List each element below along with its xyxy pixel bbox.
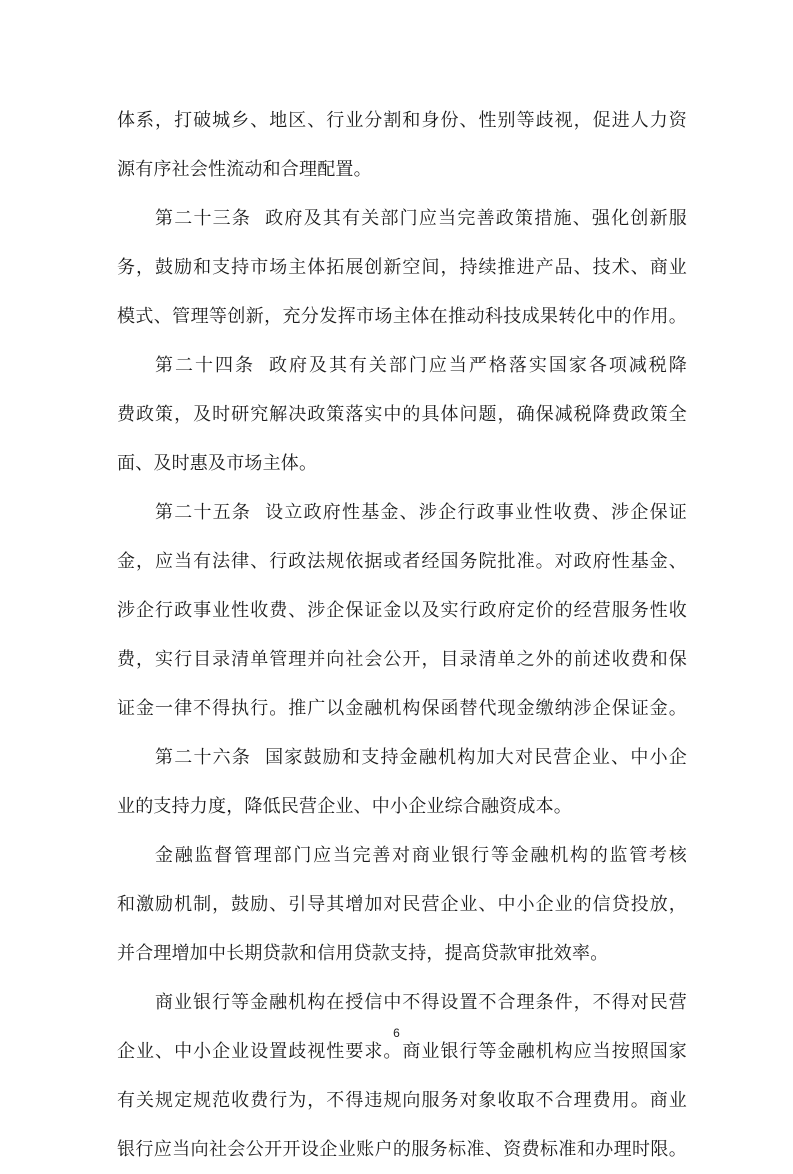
text-line: 企业、中小企业设置歧视性要求。商业银行等金融机构应当按照国家 — [117, 1041, 687, 1062]
article-25-first-line — [117, 488, 687, 537]
article-24-first-line — [117, 341, 687, 390]
text-line: 和激励机制，鼓励、引导其增加对民营企业、中小企业的信贷投放， — [117, 894, 687, 915]
text-line: 模式、管理等创新，充分发挥市场主体在推动科技成果转化中的作用。 — [117, 306, 687, 327]
text-line: 金，应当有法律、行政法规依据或者经国务院批准。对政府性基金、 — [117, 551, 687, 572]
text-line: 体系，打破城乡、地区、行业分割和身份、性别等歧视，促进人力资 — [117, 110, 687, 131]
text-line: 有关规定规范收费行为，不得违规向服务对象收取不合理费用。商业 — [117, 1090, 687, 1111]
article-number: 第二十四条 — [155, 355, 255, 376]
text-line: 源有序社会性流动和合理配置。 — [117, 159, 372, 180]
text-line: 政府及其有关部门应当严格落实国家各项减税降 — [268, 355, 687, 376]
text-line: 国家鼓励和支持金融机构加大对民营企业、中小企 — [265, 747, 687, 768]
text-line: 并合理增加中长期贷款和信用贷款支持，提高贷款审批效率。 — [117, 943, 609, 964]
body-text — [117, 96, 687, 1174]
text-line: 商业银行等金融机构在授信中不得设置不合理条件，不得对民营 — [155, 992, 687, 1013]
article-23-first-line — [117, 194, 687, 243]
text-line: 务，鼓励和支持市场主体拓展创新空间，持续推进产品、技术、商业 — [117, 257, 687, 278]
article-number: 第二十三条 — [155, 208, 252, 229]
text-line: 设立政府性基金、涉企行政事业性收费、涉企保证 — [265, 502, 687, 523]
text-line: 面、及时惠及市场主体。 — [117, 453, 318, 474]
text-line: 涉企行政事业性收费、涉企保证金以及实行政府定价的经营服务性收 — [117, 600, 687, 621]
text-line: 业的支持力度，降低民营企业、中小企业综合融资成本。 — [117, 796, 572, 817]
text-line: 政府及其有关部门应当完善政策措施、强化创新服 — [265, 208, 687, 229]
text-line: 费政策，及时研究解决政策落实中的具体问题，确保减税降费政策全 — [117, 404, 687, 425]
text-line: 证金一律不得执行。推广以金融机构保函替代现金缴纳涉企保证金。 — [117, 698, 687, 719]
text-line: 金融监督管理部门应当完善对商业银行等金融机构的监管考核 — [155, 845, 687, 866]
text-line: 费，实行目录清单管理并向社会公开，目录清单之外的前述收费和保 — [117, 649, 687, 670]
article-26-first-line — [117, 733, 687, 782]
text-line: 银行应当向社会公开开设企业账户的服务标准、资费标准和办理时限。 — [117, 1139, 687, 1160]
page-number: 6 — [393, 1026, 400, 1040]
article-number: 第二十六条 — [155, 747, 252, 768]
article-number: 第二十五条 — [155, 502, 252, 523]
